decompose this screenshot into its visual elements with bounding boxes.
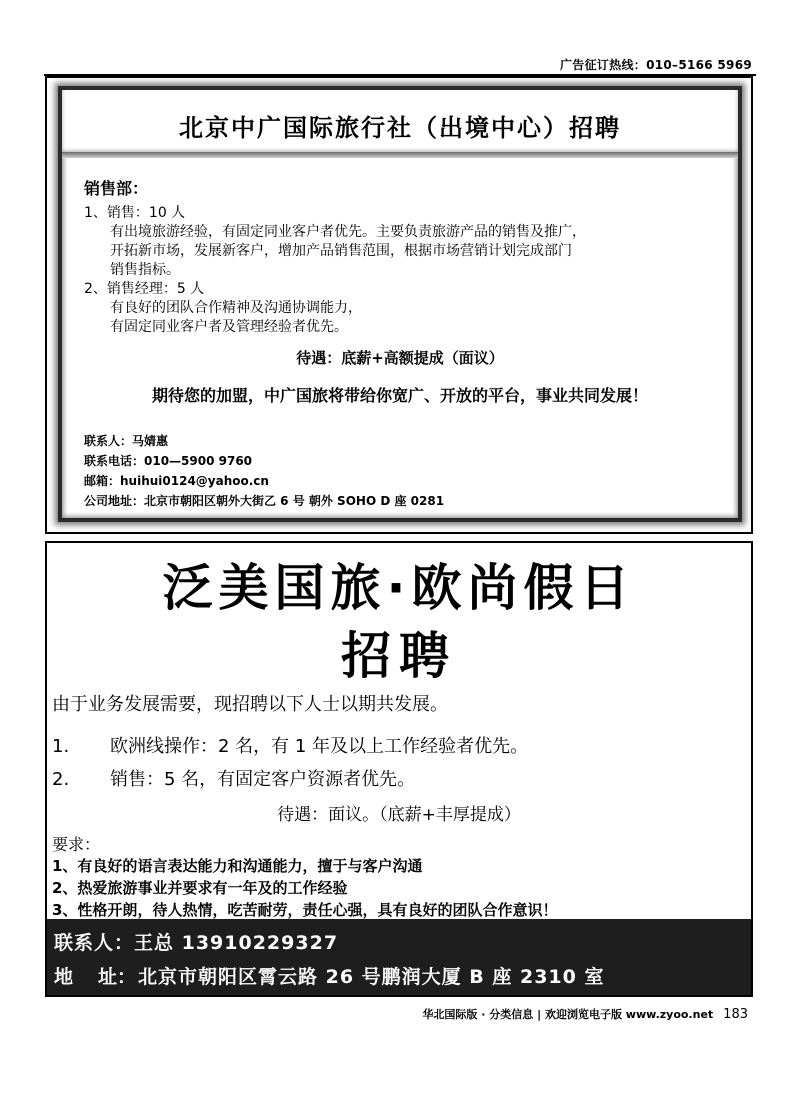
ad1-position1-title: 1、销售：10 人 (84, 205, 186, 221)
ad1-position1-desc-line: 有出境旅游经验，有固定同业客户者优先。主要负责旅游产品的销售及推广， (110, 224, 586, 240)
ad2-address: 北京市朝阳区霄云路 26 号鹏润大厦 B 座 2310 室 (138, 966, 605, 988)
ad1-title-divider (62, 152, 738, 158)
ad2-requirement: 1、有良好的语言表达能力和沟通能力，擅于与客户沟通 (52, 857, 423, 875)
ad1-slogan: 期待您的加盟，中广国旅将带给你宽广、开放的平台，事业共同发展！ (151, 386, 648, 405)
ad2-address-label: 地 址： (54, 966, 137, 988)
ad-hotline: 广告征订热线：010–5166 5969 (559, 58, 752, 72)
ad2-item-text: 欧洲线操作：2 名，有 1 年及以上工作经验者优先。 (110, 736, 529, 757)
ad2-intro: 由于业务发展需要，现招聘以下人士以期共发展。 (52, 694, 448, 715)
ad1-position1-desc-line: 销售指标。 (110, 262, 180, 278)
page-number: 183 (723, 1007, 748, 1022)
footer-text: 华北国际版 · 分类信息 | 欢迎浏览电子版 www.zyoo.net (422, 1008, 714, 1021)
ad2-title: 泛美国旅·欧尚假日 (162, 559, 636, 617)
ad2-item (52, 765, 415, 791)
ad1-position2-desc-line: 有固定同业客户者及管理经验者优先。 (110, 319, 348, 335)
ad1-address: 公司地址：北京市朝阳区朝外大街乙 6 号 朝外 SOHO D 座 0281 (84, 494, 445, 508)
ad1-position1-desc-line: 开拓新市场，发展新客户，增加产品销售范围，根据市场营销计划完成部门 (110, 243, 572, 259)
ad1-benefits: 待遇：底薪+高额提成（面议） (296, 349, 504, 367)
ad1-phone: 联系电话：010—5900 9760 (84, 454, 253, 468)
ad2-subtitle: 招聘 (341, 627, 457, 685)
ad1-contact-person: 联系人：马婧惠 (84, 434, 169, 448)
ad2-item-text: 销售：5 名，有固定客户资源者优先。 (110, 769, 416, 790)
ad1-position2-title: 2、销售经理：5 人 (84, 281, 205, 297)
ad2-item-number: 2. (52, 769, 70, 790)
ad2-requirement: 3、性格开朗，待人热情，吃苦耐劳，责任心强，具有良好的团队合作意识！ (52, 901, 558, 919)
ad2-item (52, 732, 528, 758)
ad2-requirements-heading: 要求： (52, 835, 101, 854)
ad2-address-line (54, 962, 605, 989)
ad2-item-number: 1. (52, 736, 70, 757)
ad2-benefits: 待遇：面议。（底薪+丰厚提成） (277, 805, 521, 825)
ad1-department: 销售部： (84, 179, 149, 198)
ad2-contact: 联系人：王总 13910229327 (54, 932, 339, 954)
ad1-title: 北京中广国际旅行社（出境中心）招聘 (179, 114, 621, 142)
ad1-email: 邮箱：huihui0124@yahoo.cn (84, 474, 269, 488)
ad2-requirement: 2、热爱旅游事业并要求有一年及的工作经验 (52, 879, 348, 897)
page-footer (422, 1006, 748, 1022)
ad1-position2-desc-line: 有良好的团队合作精神及沟通协调能力， (110, 300, 362, 316)
